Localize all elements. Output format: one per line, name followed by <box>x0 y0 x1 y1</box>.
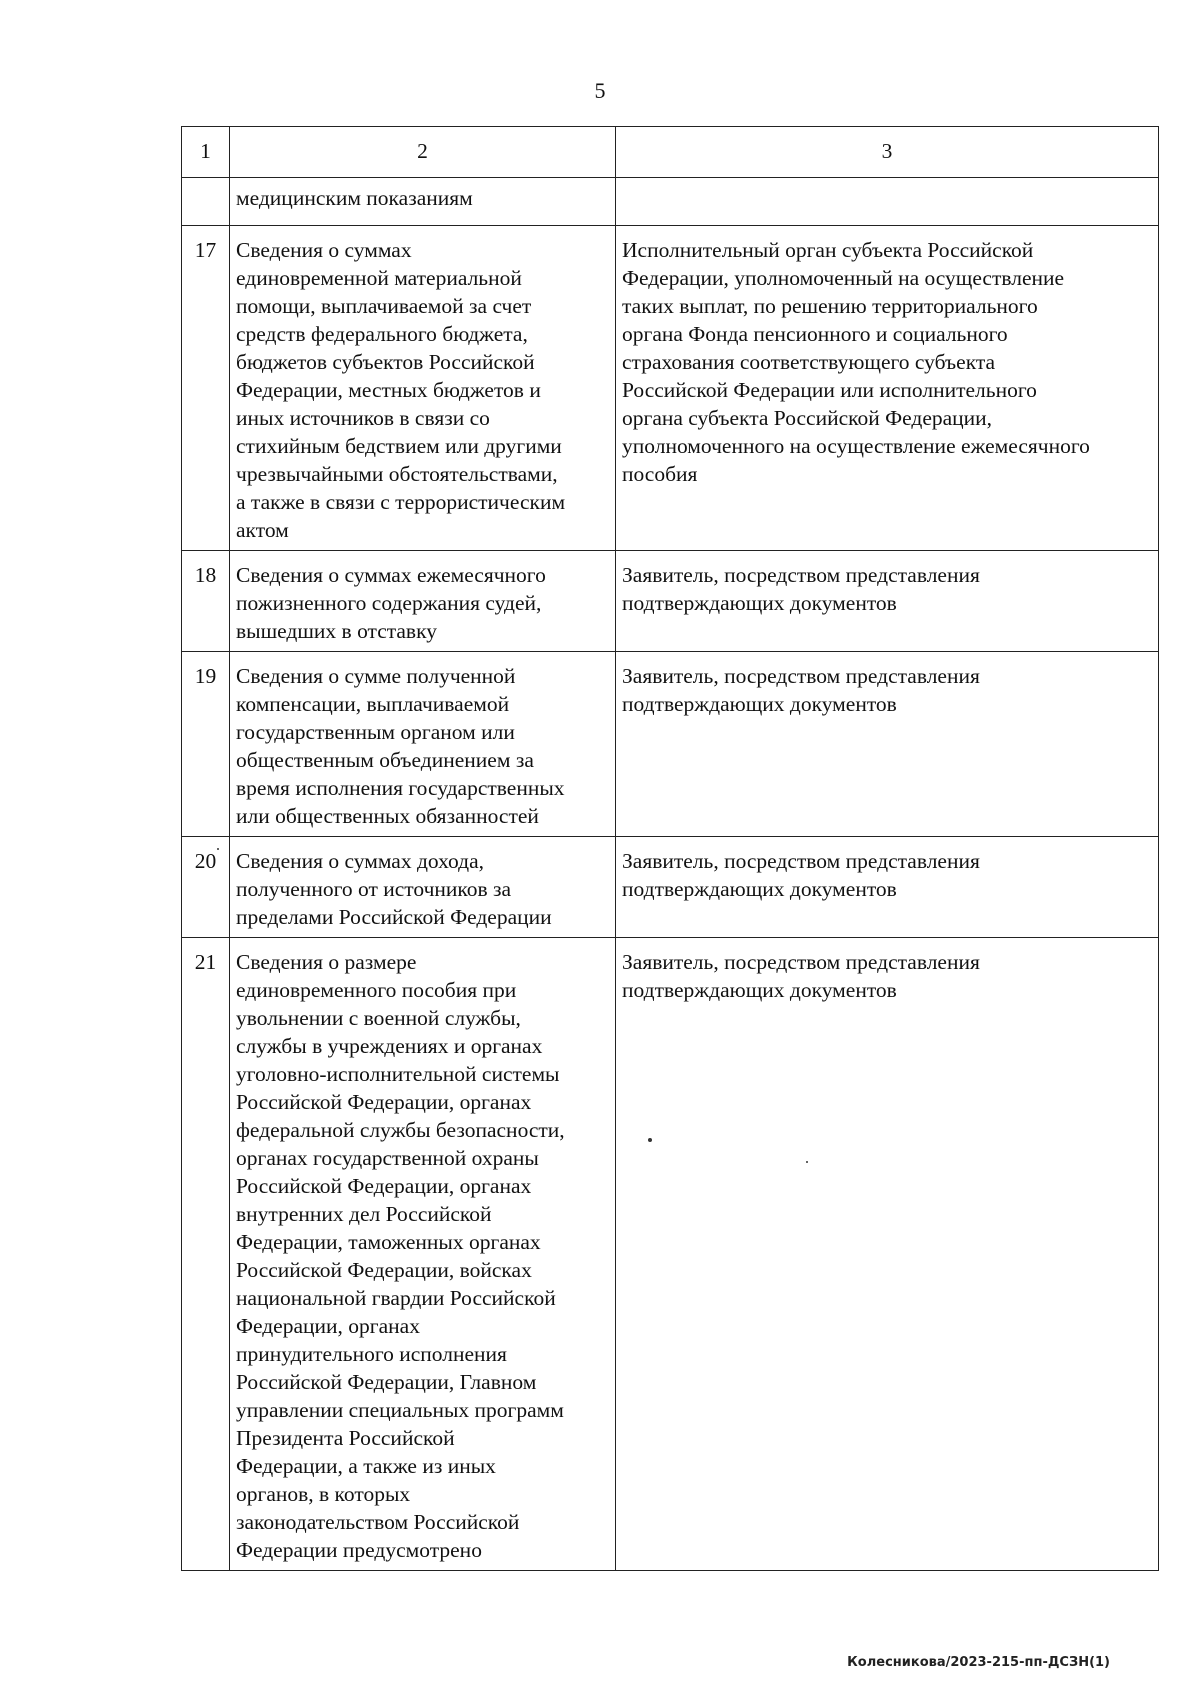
table-row <box>182 652 1159 837</box>
cell-text-line: иных источников в связи со <box>236 406 490 430</box>
cell-text-line: законодательством Российской <box>236 1510 520 1534</box>
cell-text-line: чрезвычайными обстоятельствами, <box>236 462 558 486</box>
cell-text-line: единовременного пособия при <box>236 978 517 1002</box>
cell-text-line: органах государственной охраны <box>236 1146 539 1170</box>
cell-text-line: общественным объединением за <box>236 748 534 772</box>
cell-text-line: подтверждающих документов <box>622 591 897 615</box>
cell-text-line: Заявитель, посредством представления <box>622 950 980 974</box>
cell-text-line: Заявитель, посредством представления <box>622 563 980 587</box>
cell-text-line: пособия <box>622 462 698 486</box>
cell-text-line: компенсации, выплачиваемой <box>236 692 510 716</box>
row-source-cell <box>616 938 1159 1571</box>
row-source-cell <box>616 178 1159 226</box>
cell-text-line: бюджетов субъектов Российской <box>236 350 535 374</box>
cell-text-line: Сведения о суммах ежемесячного <box>236 563 546 587</box>
cell-text-line: или общественных обязанностей <box>236 804 539 828</box>
cell-text-line: таких выплат, по решению территориального <box>622 294 1038 318</box>
cell-text-line: государственным органом или <box>236 720 515 744</box>
cell-text-line: Федерации, органах <box>236 1314 420 1338</box>
cell-text-line: помощи, выплачиваемой за счет <box>236 294 532 318</box>
cell-text-line: принудительного исполнения <box>236 1342 507 1366</box>
row-source-cell <box>616 837 1159 938</box>
table-row <box>182 226 1159 551</box>
cell-text-line: а также в связи с террористическим <box>236 490 566 514</box>
cell-text-line: Президента Российской <box>236 1426 455 1450</box>
row-name-cell <box>230 938 616 1571</box>
cell-text-line: уголовно-исполнительной системы <box>236 1062 560 1086</box>
header-cell-source: 3 <box>616 127 1159 178</box>
cell-text-line: стихийным бедствием или другими <box>236 434 562 458</box>
row-number-cell: 19 <box>182 652 230 837</box>
cell-text-line: пожизненного содержания судей, <box>236 591 542 615</box>
row-name-cell <box>230 837 616 938</box>
data-sources-table <box>181 126 1159 1571</box>
cell-text-line: Сведения о размере <box>236 950 417 974</box>
cell-text-line: Российской Федерации или исполнительного <box>622 378 1037 402</box>
row-name-cell <box>230 551 616 652</box>
row-source-cell <box>616 551 1159 652</box>
cell-text-line: федеральной службы безопасности, <box>236 1118 565 1142</box>
header-cell-number: 1 <box>182 127 230 178</box>
scan-speck <box>217 848 219 850</box>
header-cell-name: 2 <box>230 127 616 178</box>
cell-text-line: органа Фонда пенсионного и социального <box>622 322 1008 346</box>
cell-text-line: увольнении с военной службы, <box>236 1006 521 1030</box>
cell-text-line: Исполнительный орган субъекта Российской <box>622 238 1034 262</box>
cell-text-line: Российской Федерации, органах <box>236 1090 532 1114</box>
cell-text-line: подтверждающих документов <box>622 692 897 716</box>
row-number-cell: 20 <box>182 837 230 938</box>
cell-text-line: Федерации, а также из иных <box>236 1454 496 1478</box>
cell-text-line: Сведения о сумме полученной <box>236 664 516 688</box>
cell-text-line: пределами Российской Федерации <box>236 905 552 929</box>
document-registration-code: Колесникова/2023-215-пп-ДСЗН(1) <box>847 1655 1110 1670</box>
cell-text-line: управлении специальных программ <box>236 1398 564 1422</box>
cell-text-line: Российской Федерации, войсках <box>236 1258 532 1282</box>
scan-speck <box>648 1138 652 1142</box>
cell-text-line: медицинским показаниям <box>236 186 473 210</box>
cell-text-line: уполномоченного на осуществление ежемесячного <box>622 434 1090 458</box>
cell-text-line: полученного от источников за <box>236 877 512 901</box>
cell-text-line: Федерации предусмотрено <box>236 1538 482 1562</box>
row-source-cell <box>616 652 1159 837</box>
cell-text-line: время исполнения государственных <box>236 776 565 800</box>
cell-text-line: вышедших в отставку <box>236 619 437 643</box>
scan-speck <box>806 1161 808 1163</box>
cell-text-line: внутренних дел Российской <box>236 1202 492 1226</box>
row-number-cell <box>182 178 230 226</box>
row-name-cell <box>230 226 616 551</box>
cell-text-line: службы в учреждениях и органах <box>236 1034 543 1058</box>
cell-text-line: Федерации, уполномоченный на осуществление <box>622 266 1065 290</box>
table-row <box>182 938 1159 1571</box>
row-name-cell <box>230 652 616 837</box>
cell-text-line: национальной гвардии Российской <box>236 1286 556 1310</box>
cell-text-line: подтверждающих документов <box>622 978 897 1002</box>
table-row <box>182 837 1159 938</box>
cell-text-line: подтверждающих документов <box>622 877 897 901</box>
row-source-cell <box>616 226 1159 551</box>
row-number-cell: 18 <box>182 551 230 652</box>
table-header-row <box>182 127 1159 178</box>
row-number-cell: 17 <box>182 226 230 551</box>
cell-text-line: Сведения о суммах дохода, <box>236 849 485 873</box>
cell-text-line: Российской Федерации, органах <box>236 1174 532 1198</box>
cell-text-line: Российской Федерации, Главном <box>236 1370 537 1394</box>
cell-text-line: органов, в которых <box>236 1482 411 1506</box>
row-number-cell: 21 <box>182 938 230 1571</box>
table-row-continuation <box>182 178 1159 226</box>
cell-text-line: Федерации, таможенных органах <box>236 1230 541 1254</box>
cell-text-line: Сведения о суммах <box>236 238 412 262</box>
cell-text-line: Заявитель, посредством представления <box>622 849 980 873</box>
row-name-cell <box>230 178 616 226</box>
cell-text-line: актом <box>236 518 289 542</box>
page-number: 5 <box>594 78 606 103</box>
cell-text-line: страхования соответствующего субъекта <box>622 350 996 374</box>
cell-text-line: средств федерального бюджета, <box>236 322 528 346</box>
cell-text-line: единовременной материальной <box>236 266 522 290</box>
cell-text-line: Заявитель, посредством представления <box>622 664 980 688</box>
table-row <box>182 551 1159 652</box>
cell-text-line: органа субъекта Российской Федерации, <box>622 406 993 430</box>
cell-text-line: Федерации, местных бюджетов и <box>236 378 541 402</box>
